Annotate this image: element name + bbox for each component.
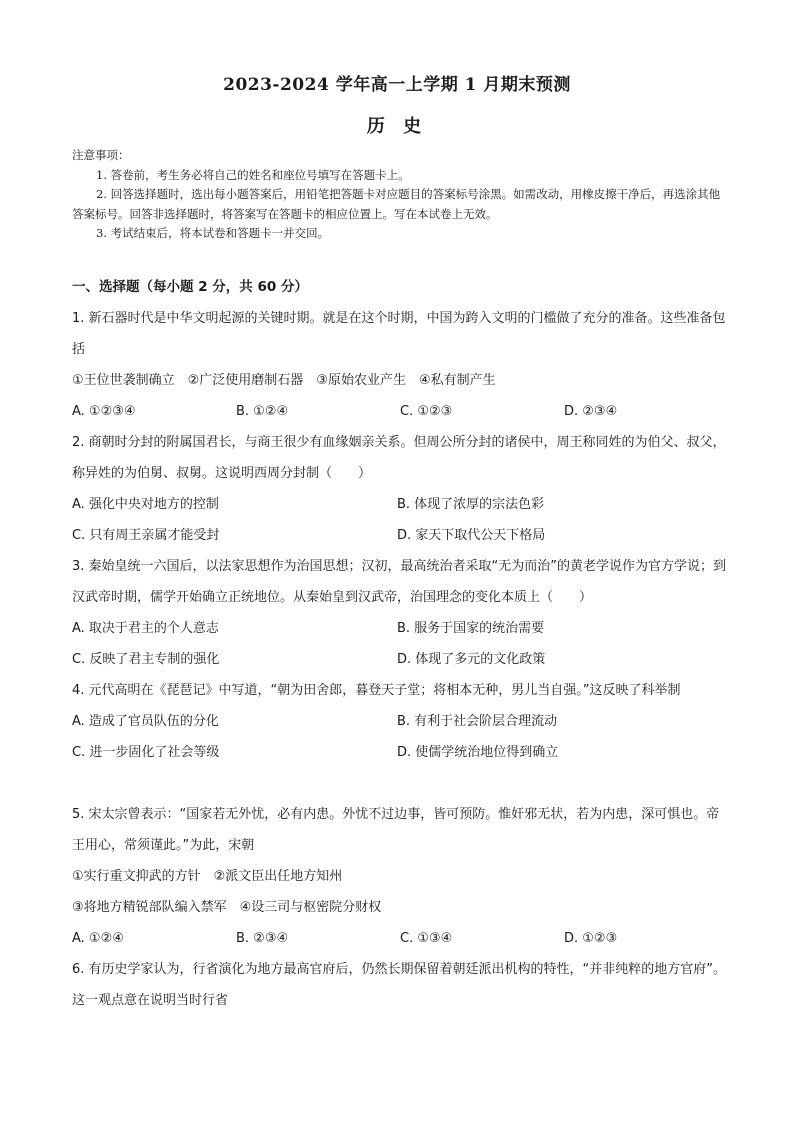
option-row bbox=[72, 489, 728, 520]
option-row bbox=[72, 396, 728, 427]
question-4 bbox=[72, 675, 728, 768]
option-row bbox=[72, 613, 728, 644]
option-a[interactable]: A. 造成了官员队伍的分化 bbox=[72, 714, 219, 729]
instruction-item: 2. 回答选择题时，选出每小题答案后，用铅笔把答题卡对应题目的答案标号涂黑。如需改动，用橡皮擦干净后，再选涂其他答案标号。回答非选择题时，将答案写在答题卡的相应位置上。写在本试卷上无效。 bbox=[72, 187, 721, 221]
question-1 bbox=[72, 303, 728, 427]
option-b[interactable]: B. ①②④ bbox=[236, 404, 289, 419]
option-c[interactable]: C. 只有周王亲属才能受封 bbox=[72, 528, 220, 543]
option-d[interactable]: D. 体现了多元的文化政策 bbox=[397, 652, 546, 667]
option-a[interactable]: A. 取决于君主的个人意志 bbox=[72, 621, 219, 636]
subject-title: 历 史 bbox=[366, 116, 428, 137]
option-a[interactable]: A. 强化中央对地方的控制 bbox=[72, 497, 219, 512]
option-c[interactable]: C. ①③④ bbox=[400, 931, 453, 946]
question-5 bbox=[72, 799, 728, 954]
option-row bbox=[72, 923, 728, 954]
option-row bbox=[72, 520, 728, 551]
section-heading: 一、选择题（每小题 2 分，共 60 分） bbox=[72, 279, 308, 295]
option-c[interactable]: C. ①②③ bbox=[400, 404, 453, 419]
option-d[interactable]: D. ②③④ bbox=[564, 404, 618, 419]
option-d[interactable]: D. 使儒学统治地位得到确立 bbox=[397, 745, 559, 760]
option-c[interactable]: C. 进一步固化了社会等级 bbox=[72, 745, 220, 760]
option-d[interactable]: D. 家天下取代公天下格局 bbox=[397, 528, 546, 543]
option-row bbox=[72, 737, 728, 768]
question-2 bbox=[72, 427, 728, 551]
option-d[interactable]: D. ①②③ bbox=[564, 931, 618, 946]
question-statements: ①王位世袭制确立 ②广泛使用磨制石器 ③原始农业产生 ④私有制产生 bbox=[72, 373, 496, 388]
question-statements: ③将地方精锐部队编入禁军 ④设三司与枢密院分财权 bbox=[72, 900, 382, 915]
question-stem: 1. 新石器时代是中华文明起源的关键时期。就是在这个时期，中国为跨入文明的门槛做了充分的准备。这些准备包括 bbox=[72, 311, 726, 357]
option-b[interactable]: B. 有利于社会阶层合理流动 bbox=[397, 714, 558, 729]
option-a[interactable]: A. ①②④ bbox=[72, 931, 124, 946]
question-stem: 4. 元代高明在《琵琶记》中写道，“朝为田舍郎，暮登天子堂；将相本无种，男儿当自强。”这反映了科举制 bbox=[72, 683, 681, 698]
question-stem: 3. 秦始皇统一六国后，以法家思想作为治国思想；汉初，最高统治者采取“无为而治”的黄老学说作为官方学说；到汉武帝时期，儒学开始确立正统地位。从秦始皇到汉武帝，治国理念的变化本质上（ ） bbox=[72, 559, 727, 605]
instructions bbox=[72, 146, 728, 244]
option-b[interactable]: B. 服务于国家的统治需要 bbox=[397, 621, 545, 636]
question-3 bbox=[72, 551, 728, 675]
question-statements: ①实行重文抑武的方针 ②派文臣出任地方知州 bbox=[72, 869, 343, 884]
option-c[interactable]: C. 反映了君主专制的强化 bbox=[72, 652, 220, 667]
option-row bbox=[72, 706, 728, 737]
question-stem: 2. 商朝时分封的附属国君长，与商王很少有血缘姻亲关系。但周公所分封的诸侯中，周王称同姓的为伯父、叔父，称异姓的为伯舅、叔舅。这说明西周分封制（ ） bbox=[72, 435, 726, 481]
option-b[interactable]: B. 体现了浓厚的宗法色彩 bbox=[397, 497, 545, 512]
option-row bbox=[72, 644, 728, 675]
question-stem: 5. 宋太宗曾表示：“国家若无外忧，必有内患。外忧不过边事，皆可预防。惟奸邪无状，若为内患，深可惧也。帝王用心，常须谨此。”为此，宋朝 bbox=[72, 807, 720, 853]
option-b[interactable]: B. ②③④ bbox=[236, 931, 289, 946]
question-stem: 6. 有历史学家认为，行省演化为地方最高官府后，仍然长期保留着朝廷派出机构的特性，“并非纯粹的地方官府”。这一观点意在说明当时行省 bbox=[72, 962, 727, 1008]
question-6 bbox=[72, 954, 728, 1016]
page-title: 2023-2024 学年高一上学期 1 月期末预测 bbox=[223, 75, 571, 95]
option-a[interactable]: A. ①②③④ bbox=[72, 404, 136, 419]
instruction-item: 3. 考试结束后，将本试卷和答题卡一并交回。 bbox=[96, 226, 330, 240]
instructions-heading: 注意事项： bbox=[72, 148, 130, 162]
instruction-item: 1. 答卷前，考生务必将自己的姓名和座位号填写在答题卡上。 bbox=[96, 167, 410, 182]
